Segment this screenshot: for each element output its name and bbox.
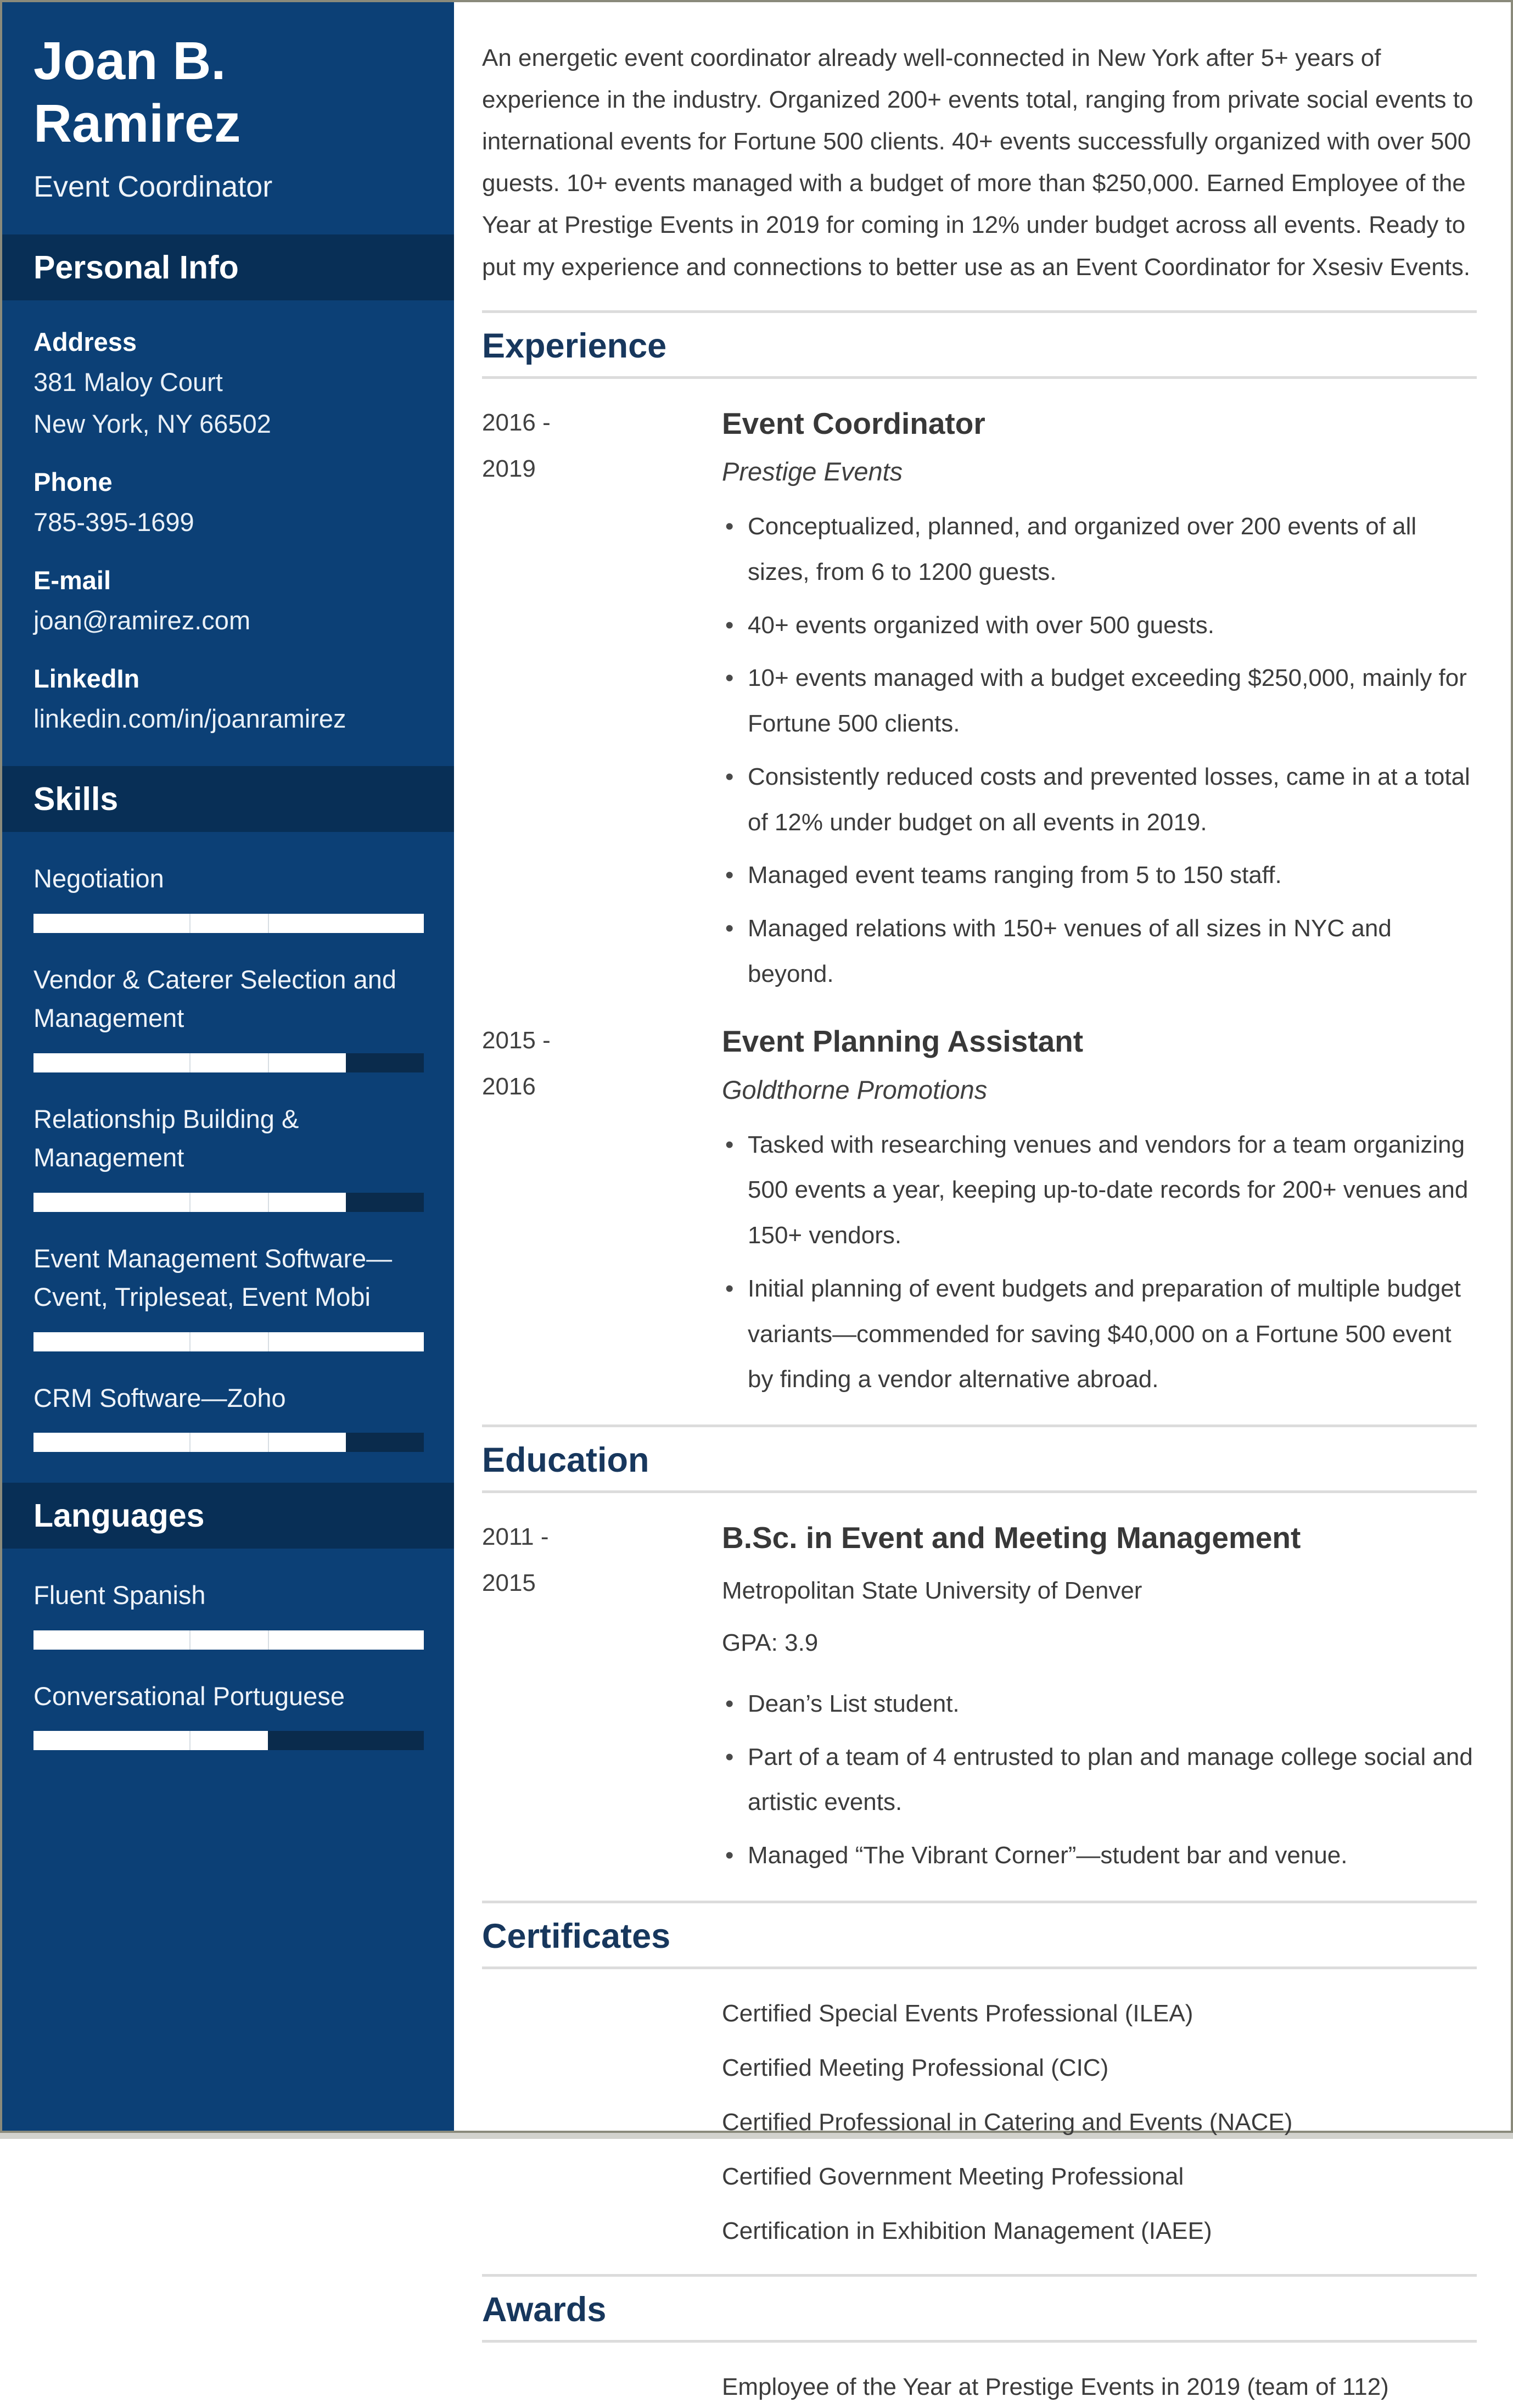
skill-item bbox=[33, 1100, 424, 1212]
section-title-education: Education bbox=[482, 1440, 649, 1479]
section-experience bbox=[482, 310, 1477, 1403]
skill-level-bar bbox=[33, 1332, 424, 1351]
field-value: joan@ramirez.com bbox=[33, 606, 251, 635]
bullet-item: • Managed relations with 150+ venues of all sizes in NYC and beyond. bbox=[722, 906, 1477, 997]
sidebar-section-title: Skills bbox=[33, 781, 119, 818]
entry-bullets bbox=[722, 504, 1477, 997]
list-item: Employee of the Year at Prestige Events in 2019 (team of 112) bbox=[722, 2373, 1389, 2401]
field-label: LinkedIn bbox=[33, 664, 140, 694]
entry-dates bbox=[482, 1521, 722, 1878]
section-divider bbox=[482, 1490, 1477, 1493]
skill-label: Event Management Software—Cvent, Tripleseat, Event Mobi bbox=[33, 1243, 393, 1312]
awards-list bbox=[482, 2366, 1477, 2408]
field-value-group bbox=[33, 604, 424, 637]
section-divider bbox=[482, 376, 1477, 379]
entry-detail-lines bbox=[722, 1570, 1477, 1664]
section-education bbox=[482, 1424, 1477, 1879]
personal-info-field bbox=[33, 663, 424, 735]
entry-title: Event Coordinator bbox=[722, 406, 985, 440]
sidebar-section-header-personal-info bbox=[2, 234, 454, 300]
section-divider bbox=[482, 1966, 1477, 1969]
skill-item bbox=[33, 960, 424, 1072]
section-divider bbox=[482, 1424, 1477, 1427]
entry-body bbox=[722, 1024, 1477, 1403]
sidebar-section-header-skills bbox=[2, 766, 454, 832]
section-divider bbox=[482, 310, 1477, 313]
list-item: Certified Meeting Professional (CIC) bbox=[722, 2054, 1109, 2082]
skill-item bbox=[33, 1239, 424, 1351]
sidebar-section-title: Personal Info bbox=[33, 249, 239, 286]
sidebar bbox=[2, 2, 454, 2131]
skill-label: Vendor & Caterer Selection and Management bbox=[33, 964, 397, 1033]
skill-item bbox=[33, 859, 424, 933]
field-value: 381 Maloy Court bbox=[33, 367, 223, 396]
personal-info-field bbox=[33, 467, 424, 539]
section-certificates bbox=[482, 1901, 1477, 2252]
bar-separator bbox=[189, 1332, 190, 1351]
entry-body bbox=[722, 406, 1477, 997]
bullet-item: • Managed event teams ranging from 5 to 150 staff. bbox=[722, 853, 1477, 898]
entry-detail-line: Metropolitan State University of Denver bbox=[722, 1577, 1142, 1604]
skill-level-fill bbox=[33, 914, 424, 933]
entry-date-line: 2019 bbox=[482, 455, 536, 482]
field-label: E-mail bbox=[33, 566, 111, 595]
candidate-job-title: Event Coordinator bbox=[33, 170, 273, 203]
field-value: linkedin.com/in/joanramirez bbox=[33, 704, 346, 734]
bar-separator bbox=[268, 1433, 269, 1452]
skill-level-fill bbox=[33, 1731, 268, 1750]
field-value-group bbox=[33, 702, 424, 735]
section-divider bbox=[482, 1901, 1477, 1903]
sidebar-header bbox=[2, 2, 454, 204]
bullet-item: • Part of a team of 4 entrusted to plan and manage college social and artistic events. bbox=[722, 1735, 1477, 1825]
skill-level-bar bbox=[33, 1731, 424, 1750]
bar-separator bbox=[268, 1193, 269, 1212]
bullet-item: • Initial planning of event budgets and preparation of multiple budget variants—commended for saving $40,000 on a Fortune 500 event by finding a vendor alternative abroad. bbox=[722, 1266, 1477, 1403]
skill-label: Relationship Building & Management bbox=[33, 1104, 299, 1172]
bullet-item: • Conceptualized, planned, and organized over 200 events of all sizes, from 6 to 1200 guests. bbox=[722, 504, 1477, 595]
field-value: New York, NY 66502 bbox=[33, 409, 271, 438]
entry-bullets bbox=[722, 1681, 1477, 1879]
skill-item bbox=[33, 1576, 424, 1650]
section-awards bbox=[482, 2274, 1477, 2408]
main-content bbox=[454, 2, 1511, 2401]
personal-info-field bbox=[33, 565, 424, 637]
field-label: Address bbox=[33, 327, 137, 356]
bar-separator bbox=[268, 1332, 269, 1351]
entry-dates bbox=[482, 1024, 722, 1403]
resume-entry bbox=[482, 406, 1477, 997]
section-title-experience: Experience bbox=[482, 326, 667, 365]
skill-level-fill bbox=[33, 1332, 424, 1351]
sidebar-section-header-languages bbox=[2, 1483, 454, 1549]
entry-title: Event Planning Assistant bbox=[722, 1024, 1084, 1059]
bar-separator bbox=[268, 1630, 269, 1650]
bullet-item: • Consistently reduced costs and prevented losses, came in at a total of 12% under budget on all events in 2019. bbox=[722, 755, 1477, 845]
entry-date-line: 2015 bbox=[482, 1569, 536, 1597]
list-item: Certified Professional in Catering and Events (NACE) bbox=[722, 2109, 1293, 2136]
languages-list bbox=[2, 1576, 454, 1750]
bar-separator bbox=[268, 1053, 269, 1072]
experience-entries bbox=[482, 406, 1477, 1403]
field-label: Phone bbox=[33, 467, 113, 497]
bullet-item: • Tasked with researching venues and vendors for a team organizing 500 events a year, keeping up-to-date records for 200+ venues and 150+ vendors. bbox=[722, 1122, 1477, 1259]
skill-level-bar bbox=[33, 1193, 424, 1212]
candidate-name: Joan B. Ramirez bbox=[33, 31, 241, 154]
entry-bullets bbox=[722, 1122, 1477, 1403]
bullet-item: • Dean’s List student. bbox=[722, 1681, 1477, 1727]
profile-summary: An energetic event coordinator already well-connected in New York after 5+ years of experience in the industry. Organized 200+ events total, ranging from private social events to international events for Fortune 500 clients. 40+ events successfully organized with over 500 guests. 10+ events managed with a budget of more than $250,000. Earned Employee of the Year at Prestige Events in 2019 for coming in 12% under budget across all events. Ready to put my experience and connections to better use as an Event Coordinator for Xsesiv Events. bbox=[482, 44, 1473, 281]
entry-title: B.Sc. in Event and Meeting Management bbox=[722, 1521, 1301, 1555]
list-item: Certification in Exhibition Management (IAEE) bbox=[722, 2217, 1212, 2245]
entry-company: Prestige Events bbox=[722, 457, 903, 487]
bullet-item: • 40+ events organized with over 500 guests. bbox=[722, 603, 1477, 649]
skill-level-bar bbox=[33, 914, 424, 933]
entry-body bbox=[722, 1521, 1477, 1878]
entry-date-line: 2016 - bbox=[482, 409, 551, 436]
skill-level-fill bbox=[33, 1630, 424, 1650]
list-item: Certified Special Events Professional (ILEA) bbox=[722, 2000, 1193, 2027]
section-divider bbox=[482, 2340, 1477, 2343]
sidebar-section-title: Languages bbox=[33, 1498, 205, 1534]
bar-separator bbox=[189, 914, 190, 933]
bar-separator bbox=[268, 914, 269, 933]
bar-separator bbox=[189, 1193, 190, 1212]
skills-list bbox=[2, 859, 454, 1452]
section-title-certificates: Certificates bbox=[482, 1917, 671, 1956]
education-entries bbox=[482, 1521, 1477, 1878]
resume-entry bbox=[482, 1521, 1477, 1878]
bar-separator bbox=[189, 1433, 190, 1452]
list-item: Certified Government Meeting Professional bbox=[722, 2163, 1184, 2191]
personal-info-field bbox=[33, 327, 424, 440]
field-value-group bbox=[33, 505, 424, 539]
bar-separator bbox=[189, 1731, 190, 1750]
entry-date-line: 2011 - bbox=[482, 1523, 549, 1551]
entry-detail-line: GPA: 3.9 bbox=[722, 1629, 819, 1657]
skill-level-bar bbox=[33, 1433, 424, 1452]
skill-item bbox=[33, 1379, 424, 1452]
entry-company: Goldthorne Promotions bbox=[722, 1075, 988, 1104]
skill-label: Fluent Spanish bbox=[33, 1580, 206, 1610]
bar-separator bbox=[189, 1053, 190, 1072]
bar-separator bbox=[189, 1630, 190, 1650]
bullet-item: • 10+ events managed with a budget exceeding $250,000, mainly for Fortune 500 clients. bbox=[722, 656, 1477, 746]
skill-level-bar bbox=[33, 1053, 424, 1072]
skill-label: CRM Software—Zoho bbox=[33, 1383, 286, 1412]
entry-date-line: 2015 - bbox=[482, 1027, 551, 1054]
field-value-group bbox=[33, 365, 424, 440]
skill-label: Conversational Portuguese bbox=[33, 1681, 345, 1711]
skill-level-bar bbox=[33, 1630, 424, 1650]
personal-info-fields bbox=[2, 327, 454, 735]
skill-label: Negotiation bbox=[33, 864, 164, 893]
entry-dates bbox=[482, 406, 722, 997]
section-title-awards: Awards bbox=[482, 2290, 607, 2329]
section-divider bbox=[482, 2274, 1477, 2277]
entry-date-line: 2016 bbox=[482, 1073, 536, 1100]
skill-item bbox=[33, 1677, 424, 1751]
field-value: 785-395-1699 bbox=[33, 507, 194, 537]
certificates-list bbox=[482, 1992, 1477, 2252]
bullet-item: • Managed “The Vibrant Corner”—student bar and venue. bbox=[722, 1833, 1477, 1879]
resume-entry bbox=[482, 1024, 1477, 1403]
